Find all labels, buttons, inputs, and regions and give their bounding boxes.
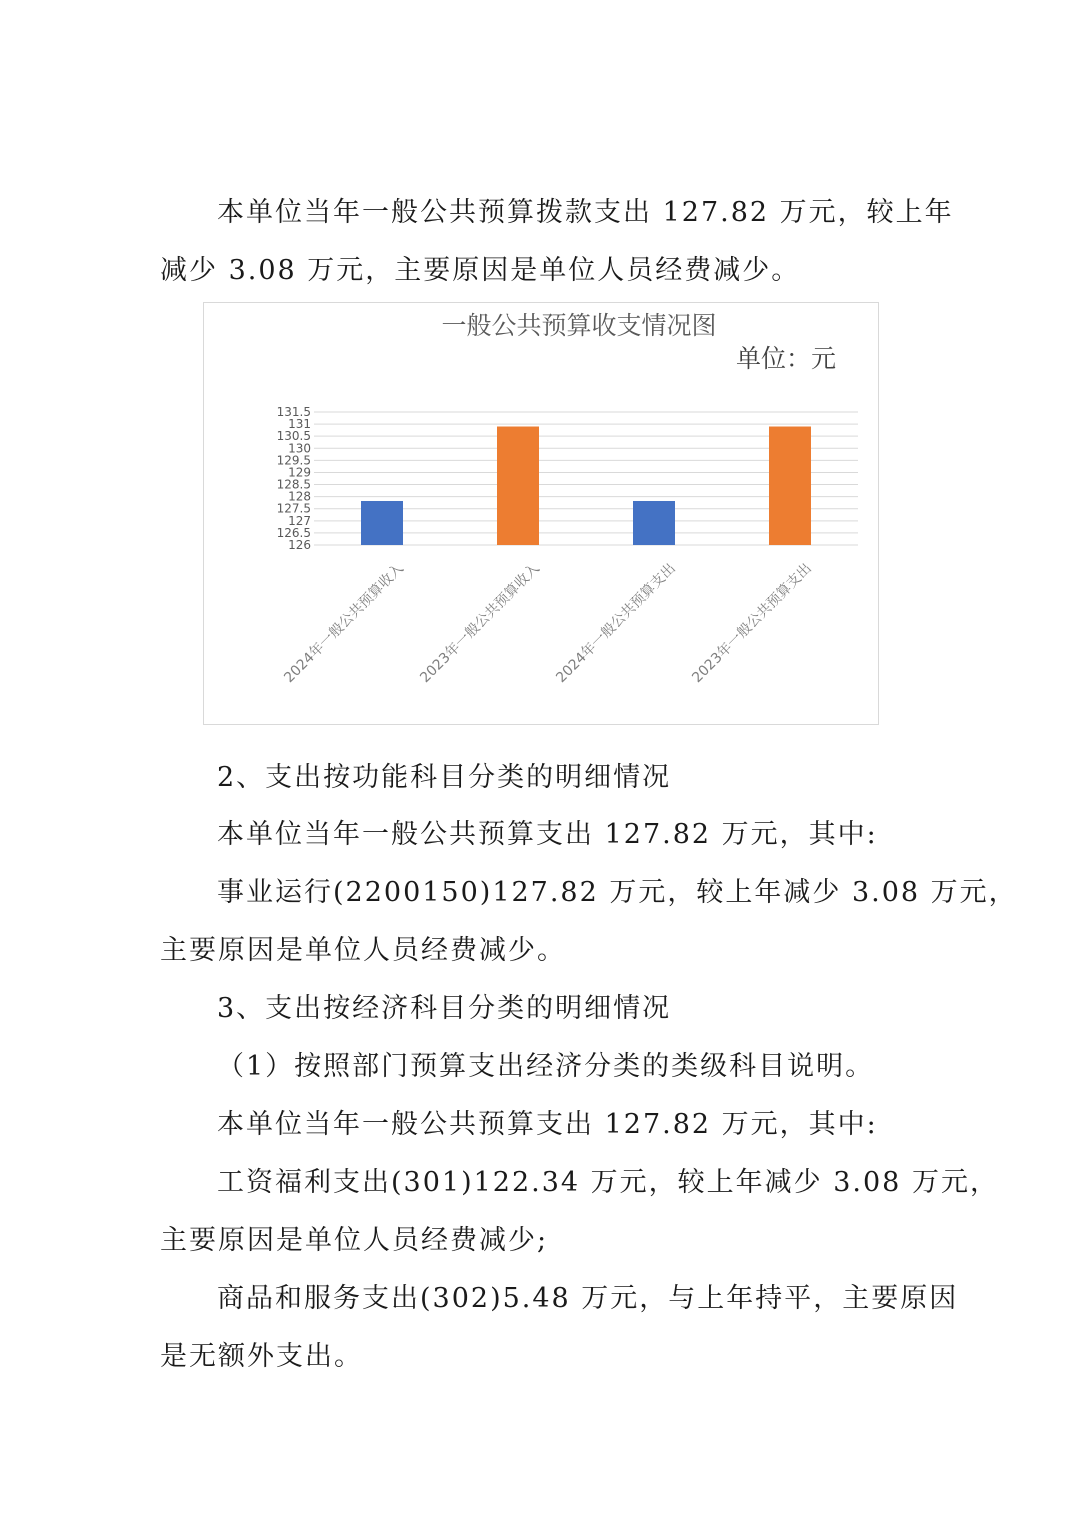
bar-2 (497, 427, 539, 545)
y-tick-label: 127 (288, 513, 311, 528)
section-2-line-2: 事业运行(2200150)127.82 万元，较上年减少 3.08 万元， (217, 877, 1018, 908)
section-3-line-5: 是无额外支出。 (160, 1341, 363, 1372)
y-tick-label: 130.5 (276, 429, 311, 444)
section-2-line-1: 本单位当年一般公共预算支出 127.82 万元，其中: (217, 819, 878, 850)
section-3-line-2: 工资福利支出(301)122.34 万元，较上年减少 3.08 万元， (217, 1167, 999, 1198)
y-tick-label: 129 (288, 465, 311, 480)
chart-bars (361, 427, 811, 545)
x-category-label: 2023年一般公共预算支出 (689, 560, 815, 687)
y-tick-label: 127.5 (276, 501, 311, 516)
y-tick-label: 131 (288, 417, 311, 432)
bar-3 (633, 501, 675, 545)
chart-svg (204, 303, 880, 726)
section-3-subheading: （1）按照部门预算支出经济分类的类级科目说明。 (217, 1051, 875, 1082)
paragraph-1-line-1: 本单位当年一般公共预算拨款支出 127.82 万元，较上年 (217, 197, 954, 228)
y-tick-label: 130 (288, 441, 311, 456)
chart-x-axis (281, 560, 815, 686)
y-tick-label: 129.5 (276, 453, 311, 468)
chart-unit-label: 单位：元 (735, 344, 836, 373)
x-category-label: 2023年一般公共预算收入 (417, 560, 543, 687)
chart-y-axis (277, 405, 311, 552)
y-tick-label: 126 (288, 538, 311, 552)
section-2-line-3: 主要原因是单位人员经费减少。 (160, 935, 566, 966)
y-tick-label: 128.5 (276, 477, 311, 492)
x-category-label: 2024年一般公共预算收入 (281, 560, 407, 687)
bar-1 (361, 501, 403, 545)
y-tick-label: 126.5 (276, 525, 311, 540)
section-2-heading: 2、支出按功能科目分类的明细情况 (217, 762, 672, 793)
budget-chart (203, 302, 879, 725)
bar-4 (769, 427, 811, 545)
y-tick-label: 128 (288, 489, 311, 504)
section-3-line-3: 主要原因是单位人员经费减少; (160, 1225, 549, 1256)
section-3-heading: 3、支出按经济科目分类的明细情况 (217, 993, 672, 1024)
paragraph-1-line-2: 减少 3.08 万元，主要原因是单位人员经费减少。 (160, 255, 801, 286)
y-tick-label: 131.5 (276, 405, 311, 419)
chart-title: 一般公共预算收支情况图 (441, 311, 717, 340)
section-3-line-4: 商品和服务支出(302)5.48 万元，与上年持平，主要原因 (217, 1283, 959, 1314)
section-3-line-1: 本单位当年一般公共预算支出 127.82 万元，其中: (217, 1109, 878, 1140)
x-category-label: 2024年一般公共预算支出 (553, 560, 679, 687)
